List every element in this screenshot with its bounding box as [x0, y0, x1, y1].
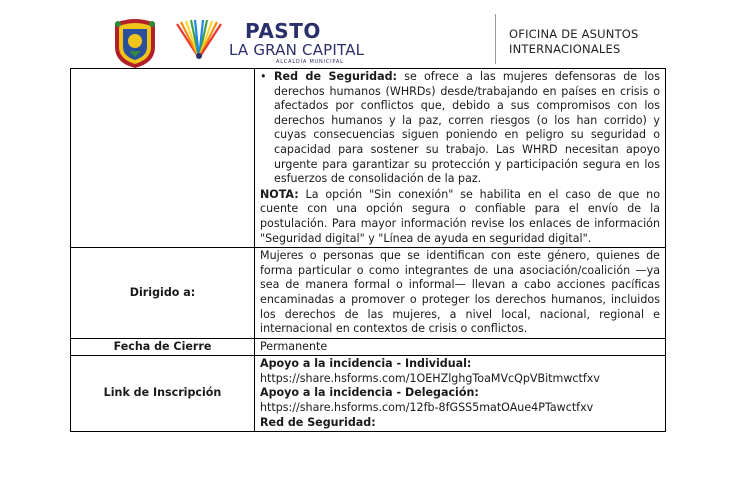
brand-title: PASTO — [245, 19, 321, 43]
header-divider — [495, 14, 496, 64]
security-title: Red de Seguridad: — [274, 70, 397, 83]
table-row — [71, 338, 666, 356]
office-name — [509, 27, 639, 57]
dirigido-label: Dirigido a: — [71, 248, 255, 339]
list-item — [260, 70, 660, 187]
link-item-2-title: Apoyo a la incidencia - Delegación: — [260, 386, 479, 400]
office-line-2: INTERNACIONALES — [509, 42, 621, 56]
brand-subtitle: LA GRAN CAPITAL — [229, 41, 365, 59]
page-header — [0, 0, 741, 72]
cierre-value: Permanente — [255, 338, 666, 356]
link-item-3-title: Red de Seguridad: — [260, 415, 376, 429]
coat-of-arms-logo — [109, 17, 161, 69]
office-line-1: OFICINA DE ASUNTOS — [509, 27, 639, 41]
note-label: NOTA: — [260, 187, 299, 201]
link-item-2-url[interactable]: https://share.hsforms.com/12fb-8fGSS5matOAue4PTawctfxv — [260, 401, 594, 415]
link-cell — [255, 356, 666, 432]
cierre-label: Fecha de Cierre — [71, 338, 255, 356]
brand-small-text: ALCALDÍA MUNICIPAL — [276, 59, 344, 65]
info-table — [70, 68, 666, 432]
butterfly-logo — [173, 18, 225, 62]
dirigido-text: Mujeres o personas que se identifican con este género, quienes de forma particular o como integrantes de una asociación/coalición —ya sea de manera formal o informal— llevan a cabo acciones pacíficas encaminadas a promover o proteger los derechos humanos, incluidos los derechos de las mujeres, a nivel local, nacional, regional e internacional en contextos de crisis o conflictos. — [255, 248, 666, 339]
link-label: Link de Inscripción — [71, 356, 255, 432]
bullet: • — [260, 70, 267, 83]
table-row — [71, 356, 666, 432]
link-item-1-title: Apoyo a la incidencia - Individual: — [260, 357, 472, 371]
security-cell — [255, 69, 666, 248]
table-row — [71, 69, 666, 248]
link-item-1-url[interactable]: https://share.hsforms.com/1OEHZlghgToaMVcQpVBitmwctfxv — [260, 371, 600, 385]
note-text: La opción "Sin conexión" se habilita en el caso de que no cuente con una opción segura o confiable para el envío de la postulación. Para mayor información revise los enlaces de información "Seguridad digital" y "Línea de ayuda en seguridad digital". — [260, 187, 660, 245]
empty-label-cell — [71, 69, 255, 248]
table-row — [71, 248, 666, 339]
security-text: se ofrece a las mujeres defensoras de los derechos humanos (WHRDs) desde/trabajando en países en crisis o afectados por conflictos que, debido a sus compromisos con los derechos humanos y la paz, corren riesgos (o los han corrido) y cuyas consecuencias siguen poniendo en peligro su seguridad o capacidad para sostener su trabajo. Las WHRD necesitan apoyo urgente para garantizar su protección y participación segura en los esfuerzos de consolidación de la paz. — [274, 70, 660, 186]
